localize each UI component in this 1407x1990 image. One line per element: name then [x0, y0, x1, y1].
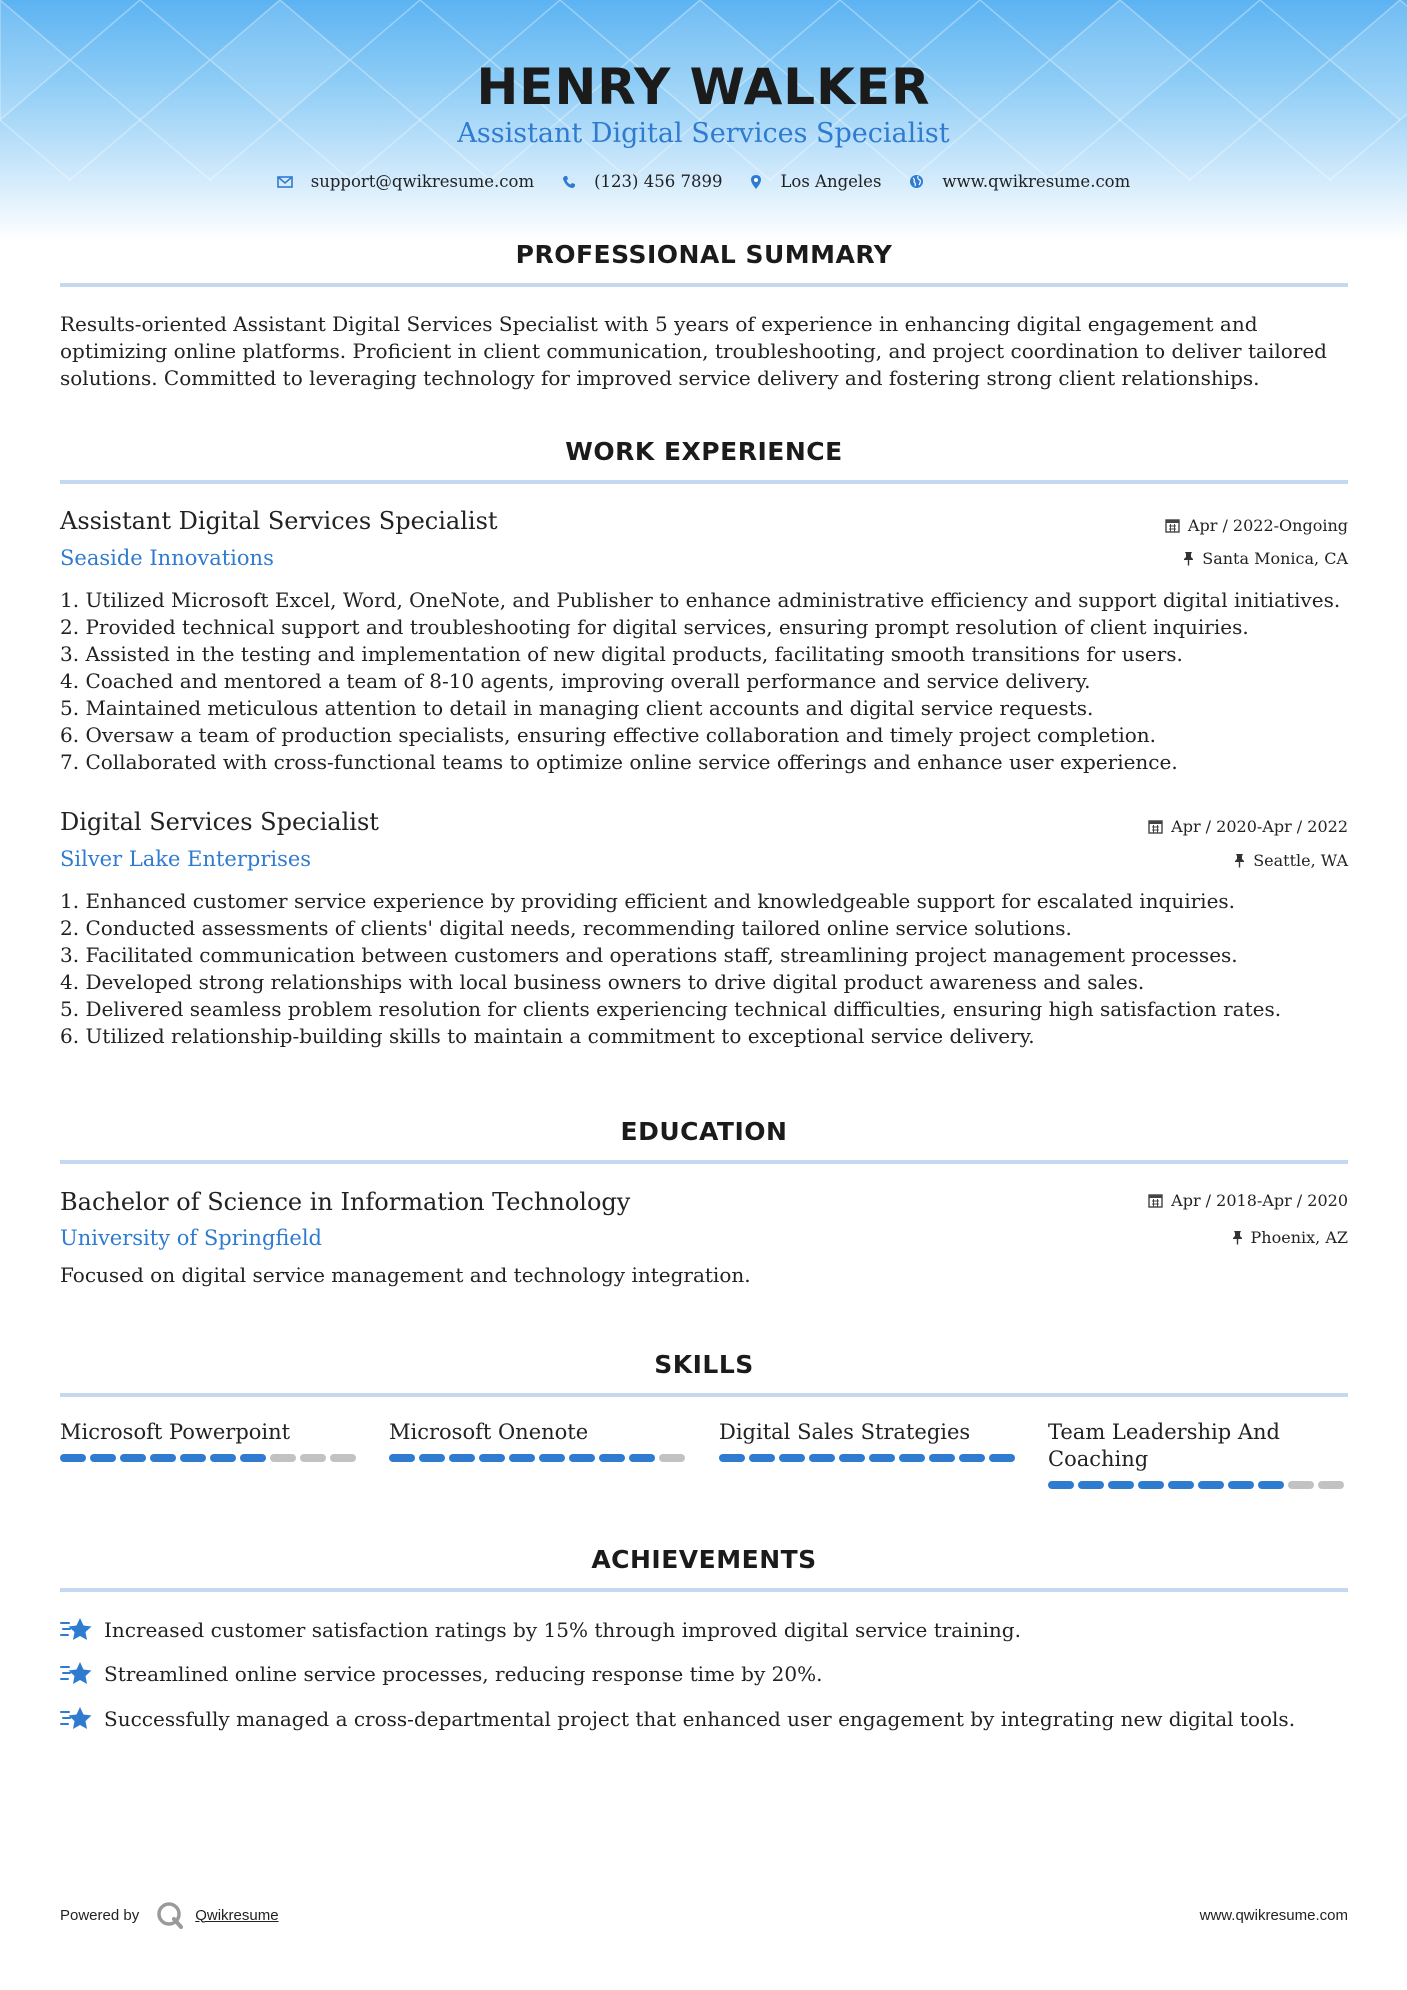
skills-divider: [60, 1393, 1348, 1397]
skill-segment-empty: [270, 1454, 296, 1462]
globe-icon: [909, 174, 924, 189]
powered-by-label: Powered by: [60, 1906, 140, 1924]
skill-segment-filled: [389, 1454, 415, 1462]
summary-line: solutions. Committed to leveraging technology for improved service delivery and fostering strong client relationships.: [60, 366, 1260, 390]
summary-divider: [60, 283, 1348, 287]
skill-segment-filled: [869, 1454, 895, 1462]
skill-segment-empty: [659, 1454, 685, 1462]
job-bullet-list: [60, 888, 1360, 1050]
contact-phone-text: (123) 456 7899: [594, 172, 723, 191]
skill-segment-filled: [1138, 1481, 1164, 1489]
contact-website-text: www.qwikresume.com: [942, 172, 1131, 191]
list-item: 3. Facilitated communication between customers and operations staff, streamlining project management processes.: [60, 943, 1238, 967]
skill-segment-filled: [1168, 1481, 1194, 1489]
skill-segment-filled: [90, 1454, 116, 1462]
list-item: 5. Maintained meticulous attention to detail in managing client accounts and digital service requests.: [60, 696, 1094, 720]
achievements-heading: ACHIEVEMENTS: [591, 1545, 817, 1574]
star-icon: [60, 1616, 94, 1644]
education-description: Focused on digital service management and technology integration.: [60, 1263, 751, 1287]
candidate-name: HENRY WALKER: [476, 58, 931, 116]
skill-segment-filled: [1258, 1481, 1284, 1489]
education-divider: [60, 1160, 1348, 1164]
achievements-divider: [60, 1588, 1348, 1592]
footer-powered-by: [60, 1900, 279, 1930]
summary-text: [60, 311, 1350, 392]
experience-heading: WORK EXPERIENCE: [565, 437, 843, 466]
job-location: [1234, 851, 1348, 870]
education-location: [1232, 1228, 1348, 1247]
job-title: Digital Services Specialist: [60, 808, 379, 836]
skill-segment-filled: [809, 1454, 835, 1462]
skills-heading: SKILLS: [654, 1350, 754, 1379]
experience-divider: [60, 480, 1348, 484]
contact-location-text: Los Angeles: [780, 172, 882, 191]
education-dates-text: Apr / 2018-Apr / 2020: [1171, 1191, 1348, 1210]
achievement-item: [60, 1660, 822, 1688]
job-location: [1183, 549, 1348, 568]
list-item: 5. Delivered seamless problem resolution for clients experiencing technical difficulties, ensuring high satisfaction rates.: [60, 997, 1282, 1021]
summary-heading: PROFESSIONAL SUMMARY: [515, 240, 893, 269]
skill-label: Microsoft Onenote: [389, 1420, 589, 1444]
job-dates: [1165, 516, 1348, 535]
skill-label: Team Leadership And Coaching: [1048, 1420, 1280, 1471]
skill-segment-filled: [1108, 1481, 1134, 1489]
list-item: 1. Enhanced customer service experience by providing efficient and knowledgeable support for escalated inquiries.: [60, 889, 1236, 913]
skill-segment-empty: [330, 1454, 356, 1462]
qwikresume-logo-icon: [155, 1900, 185, 1930]
skill-item: [60, 1419, 360, 1462]
skill-segment-filled: [839, 1454, 865, 1462]
list-item: 2. Provided technical support and troubleshooting for digital services, ensuring prompt resolution of client inquiries.: [60, 615, 1249, 639]
skill-level-bar: [60, 1454, 360, 1462]
skill-segment-filled: [509, 1454, 535, 1462]
skill-item: [389, 1419, 689, 1462]
contact-website[interactable]: [909, 172, 1130, 191]
calendar-icon: [1148, 1193, 1163, 1208]
skill-level-bar: [719, 1454, 1019, 1462]
qwikresume-link[interactable]: Qwikresume: [195, 1906, 279, 1924]
summary-line: optimizing online platforms. Proficient in client communication, troubleshooting, and project coordination to deliver tailored: [60, 339, 1327, 363]
map-pin-icon: [750, 174, 762, 190]
list-item: 7. Collaborated with cross-functional teams to optimize online service offerings and enhance user experience.: [60, 750, 1178, 774]
skill-item: [719, 1419, 1019, 1462]
degree-title: Bachelor of Science in Information Technology: [60, 1188, 631, 1216]
pushpin-icon: [1234, 853, 1245, 868]
list-item: 1. Utilized Microsoft Excel, Word, OneNote, and Publisher to enhance administrative efficiency and support digital initiatives.: [60, 588, 1341, 612]
list-item: 6. Oversaw a team of production specialists, ensuring effective collaboration and timely project completion.: [60, 723, 1157, 747]
job-company: Silver Lake Enterprises: [60, 847, 312, 871]
skill-segment-filled: [150, 1454, 176, 1462]
skill-segment-empty: [1288, 1481, 1314, 1489]
job-dates-text: Apr / 2020-Apr / 2022: [1171, 817, 1348, 836]
skill-segment-filled: [1198, 1481, 1224, 1489]
contact-phone[interactable]: [562, 172, 722, 191]
skill-segment-filled: [60, 1454, 86, 1462]
school-name: University of Springfield: [60, 1226, 322, 1250]
phone-icon: [562, 175, 576, 189]
skill-segment-filled: [989, 1454, 1015, 1462]
education-location-text: Phoenix, AZ: [1250, 1228, 1348, 1247]
job-company: Seaside Innovations: [60, 546, 274, 570]
skill-segment-empty: [1318, 1481, 1344, 1489]
skill-segment-filled: [599, 1454, 625, 1462]
list-item: 6. Utilized relationship-building skills to maintain a commitment to exceptional service delivery.: [60, 1024, 1035, 1048]
achievement-item: [60, 1705, 1295, 1733]
job-location-text: Seattle, WA: [1253, 851, 1348, 870]
contact-row: [0, 172, 1407, 191]
skill-segment-filled: [959, 1454, 985, 1462]
footer-website[interactable]: www.qwikresume.com: [1199, 1907, 1348, 1924]
pushpin-icon: [1183, 551, 1194, 566]
job-title: Assistant Digital Services Specialist: [60, 507, 498, 535]
contact-email[interactable]: [277, 172, 534, 191]
list-item: 3. Assisted in the testing and implementation of new digital products, facilitating smooth transitions for users.: [60, 642, 1183, 666]
star-icon: [60, 1660, 94, 1688]
skill-segment-filled: [180, 1454, 206, 1462]
pushpin-icon: [1232, 1230, 1243, 1245]
skill-segment-empty: [300, 1454, 326, 1462]
skill-segment-filled: [719, 1454, 745, 1462]
job-dates-text: Apr / 2022-Ongoing: [1187, 516, 1348, 535]
skill-segment-filled: [240, 1454, 266, 1462]
skill-segment-filled: [479, 1454, 505, 1462]
contact-email-text: support@qwikresume.com: [310, 172, 535, 191]
skill-segment-filled: [449, 1454, 475, 1462]
skill-segment-filled: [1228, 1481, 1254, 1489]
contact-location: [750, 172, 881, 191]
list-item: 4. Developed strong relationships with local business owners to drive digital product awareness and sales.: [60, 970, 1145, 994]
skill-label: Digital Sales Strategies: [719, 1420, 971, 1444]
achievement-text: Increased customer satisfaction ratings by 15% through improved digital service training.: [104, 1618, 1021, 1642]
achievement-item: [60, 1616, 1021, 1644]
calendar-icon: [1148, 819, 1163, 834]
skill-segment-filled: [1078, 1481, 1104, 1489]
candidate-title: Assistant Digital Services Specialist: [457, 118, 950, 149]
achievement-text: Successfully managed a cross-departmental project that enhanced user engagement by integrating new digital tools.: [104, 1707, 1296, 1731]
skill-segment-filled: [120, 1454, 146, 1462]
education-dates: [1148, 1191, 1348, 1210]
skill-segment-filled: [1048, 1481, 1074, 1489]
achievement-text: Streamlined online service processes, reducing response time by 20%.: [104, 1662, 823, 1686]
summary-line: Results-oriented Assistant Digital Services Specialist with 5 years of experience in enhancing digital engagement and: [60, 312, 1258, 336]
list-item: 2. Conducted assessments of clients' digital needs, recommending tailored online service solutions.: [60, 916, 1072, 940]
job-bullet-list: [60, 587, 1360, 776]
skill-segment-filled: [419, 1454, 445, 1462]
job-dates: [1148, 817, 1348, 836]
skill-label: Microsoft Powerpoint: [60, 1420, 291, 1444]
list-item: 4. Coached and mentored a team of 8-10 agents, improving overall performance and service delivery.: [60, 669, 1091, 693]
skill-segment-filled: [929, 1454, 955, 1462]
job-location-text: Santa Monica, CA: [1202, 549, 1348, 568]
education-heading: EDUCATION: [620, 1117, 788, 1146]
skill-segment-filled: [899, 1454, 925, 1462]
skill-item: [1048, 1419, 1348, 1489]
envelope-icon: [277, 176, 293, 188]
skill-segment-filled: [210, 1454, 236, 1462]
skill-segment-filled: [749, 1454, 775, 1462]
skill-segment-filled: [779, 1454, 805, 1462]
skill-segment-filled: [539, 1454, 565, 1462]
star-icon: [60, 1705, 94, 1733]
skill-segment-filled: [629, 1454, 655, 1462]
skill-level-bar: [389, 1454, 689, 1462]
skill-segment-filled: [569, 1454, 595, 1462]
skill-level-bar: [1048, 1481, 1348, 1489]
calendar-icon: [1165, 518, 1180, 533]
